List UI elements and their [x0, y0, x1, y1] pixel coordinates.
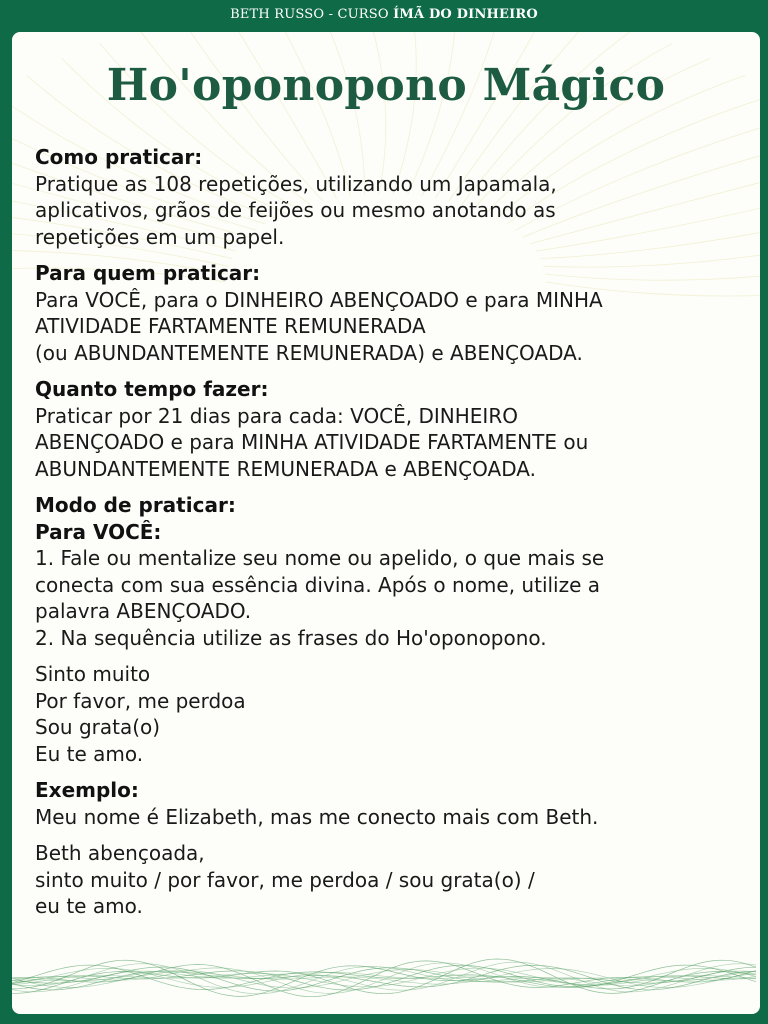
guilloche-wave [12, 961, 756, 997]
section-exemplo [35, 777, 735, 830]
body-line: Para VOCÊ, para o DINHEIRO ABENÇOADO e para MINHA [35, 287, 603, 312]
section-heading: Como praticar: [35, 145, 203, 169]
body-line: Pratique as 108 repetições, utilizando um Japamala, [35, 171, 557, 196]
body-line: aplicativos, grãos de feijões ou mesmo anotando as [35, 198, 556, 222]
section-como-praticar [35, 144, 735, 250]
phrase-line: Por favor, me perdoa [35, 688, 246, 713]
section-subheading: Para VOCÊ: [35, 519, 162, 544]
body-line: 2. Na sequência utilize as frases do Ho'oponopono. [35, 625, 547, 650]
section-quanto-tempo [35, 376, 735, 482]
body-line: repetições em um papel. [35, 224, 285, 249]
guilloche-wave [12, 962, 756, 992]
guilloche-band-decoration [12, 946, 760, 1010]
section-heading: Para quem praticar: [35, 261, 261, 285]
body-line: conecta com sua essência divina. Após o nome, utilize a [35, 572, 601, 597]
section-modo-praticar [35, 492, 735, 651]
document-body [35, 144, 735, 930]
section-exemplo-frase [35, 840, 735, 920]
body-line: 1. Fale ou mentalize seu nome ou apelido, o que mais se [35, 546, 605, 570]
body-line: Meu nome é Elizabeth, mas me conecto mais com Beth. [35, 804, 599, 829]
body-line: palavra ABENÇOADO. [35, 599, 252, 623]
document-card [12, 32, 760, 1014]
header-strip [0, 0, 768, 32]
example-line: sinto muito / por favor, me perdoa / sou grata(o) / [35, 867, 535, 892]
example-line: eu te amo. [35, 894, 143, 918]
header-author: BETH RUSSO - CURSO [230, 7, 394, 22]
body-line: Praticar por 21 dias para cada: VOCÊ, DINHEIRO [35, 403, 518, 428]
body-line: ABUNDANTEMENTE REMUNERADA e ABENÇOADA. [35, 456, 536, 481]
phrase-line: Sou grata(o) [35, 715, 161, 739]
section-heading: Quanto tempo fazer: [35, 377, 269, 401]
body-line: ATIVIDADE FARTAMENTE REMUNERADA [35, 314, 426, 338]
section-heading: Exemplo: [35, 778, 139, 802]
body-line: ABENÇOADO e para MINHA ATIVIDADE FARTAMENTE ou [35, 430, 589, 454]
section-frases [35, 661, 735, 767]
example-line: Beth abençoada, [35, 841, 205, 865]
section-heading: Modo de praticar: [35, 493, 236, 517]
section-para-quem [35, 260, 735, 366]
body-line: (ou ABUNDANTEMENTE REMUNERADA) e ABENÇOADA. [35, 340, 583, 365]
phrase-line: Sinto muito [35, 662, 151, 686]
page-title: Ho'oponopono Mágico [106, 60, 666, 111]
header-course: ÍMÃ DO DINHEIRO [393, 7, 538, 22]
phrase-line: Eu te amo. [35, 741, 144, 766]
